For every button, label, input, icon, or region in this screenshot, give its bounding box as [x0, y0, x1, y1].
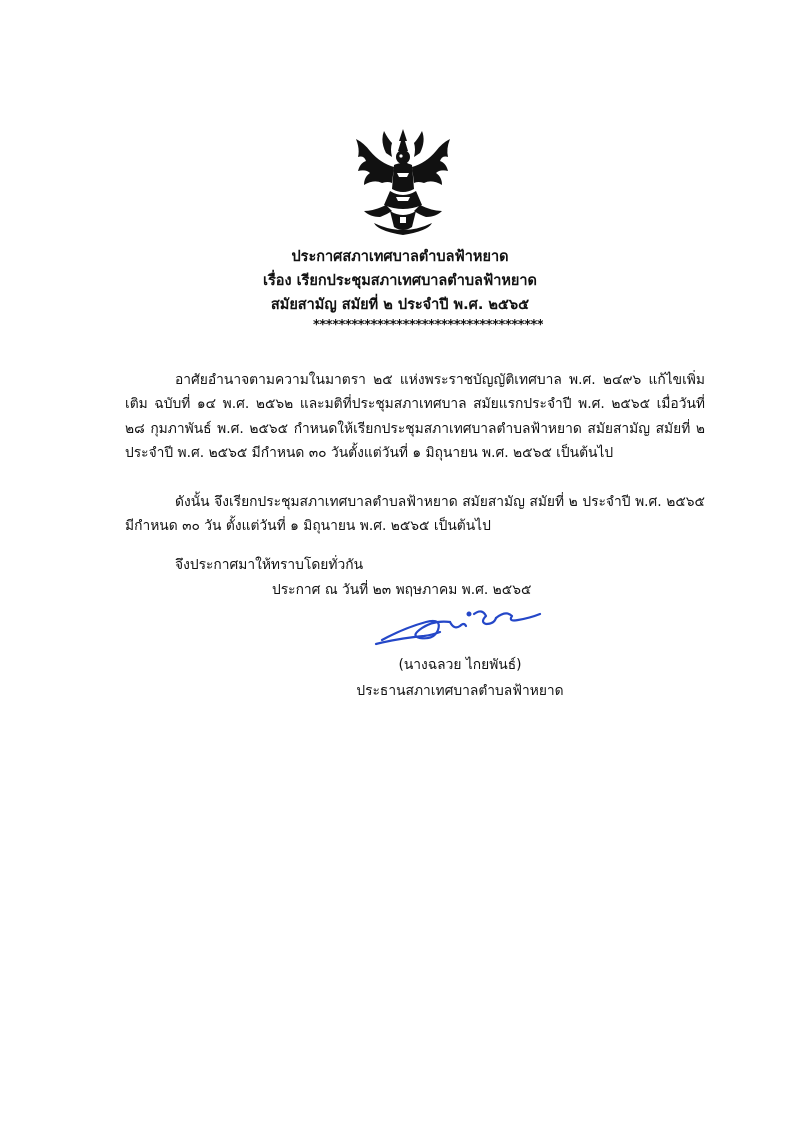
announcement-subject: เรื่อง เรียกประชุมสภาเทศบาลตำบลฟ้าหยาด	[263, 273, 537, 289]
title-separator: ************************************	[313, 318, 543, 333]
body-paragraph-convene: ดังนั้น จึงเรียกประชุมสภาเทศบาลตำบลฟ้าหยาด สมัยสามัญ สมัยที่ ๒ ประจำปี พ.ศ. ๒๕๖๕ มีกำหนด ๓๐ วัน ตั้งแต่วันที่ ๑ มิถุนายน พ.ศ. ๒๕๖๕ เป็นต้นไป	[125, 493, 705, 535]
announcement-date: ประกาศ ณ วันที่ ๒๓ พฤษภาคม พ.ศ. ๒๕๖๕	[272, 582, 532, 598]
garuda-emblem-icon	[350, 127, 456, 237]
announcement-title: ประกาศสภาเทศบาลตำบลฟ้าหยาด	[291, 249, 509, 265]
signer-name: (นางฉลวย ไกยพันธ์)	[398, 657, 522, 673]
handwritten-signature	[374, 600, 544, 648]
announcement-session: สมัยสามัญ สมัยที่ ๒ ประจำปี พ.ศ. ๒๕๖๕	[270, 297, 530, 313]
body-paragraph-authority: อาศัยอำนาจตามความในมาตรา ๒๕ แห่งพระราชบัญญัติเทศบาล พ.ศ. ๒๔๙๖ แก้ไขเพิ่มเติม ฉบับที่ ๑๔ พ.ศ. ๒๕๖๒ และมติที่ประชุมสภาเทศบาล สมัยแรกประจำปี พ.ศ. ๒๕๖๕ เมื่อวันที่ ๒๘ กุมภาพันธ์ พ.ศ. ๒๕๖๕ กำหนดให้เรียกประชุมสภาเทศบาลตำบลฟ้าหยาด สมัยสามัญ สมัยที่ ๒ ประจำปี พ.ศ. ๒๕๖๕ มีกำหนด ๓๐ วันตั้งแต่วันที่ ๑ มิถุนายน พ.ศ. ๒๕๖๕ เป็นต้นไป	[125, 371, 705, 462]
signer-title: ประธานสภาเทศบาลตำบลฟ้าหยาด	[356, 683, 564, 699]
body-paragraph-notice: จึงประกาศมาให้ทราบโดยทั่วกัน	[175, 556, 364, 573]
